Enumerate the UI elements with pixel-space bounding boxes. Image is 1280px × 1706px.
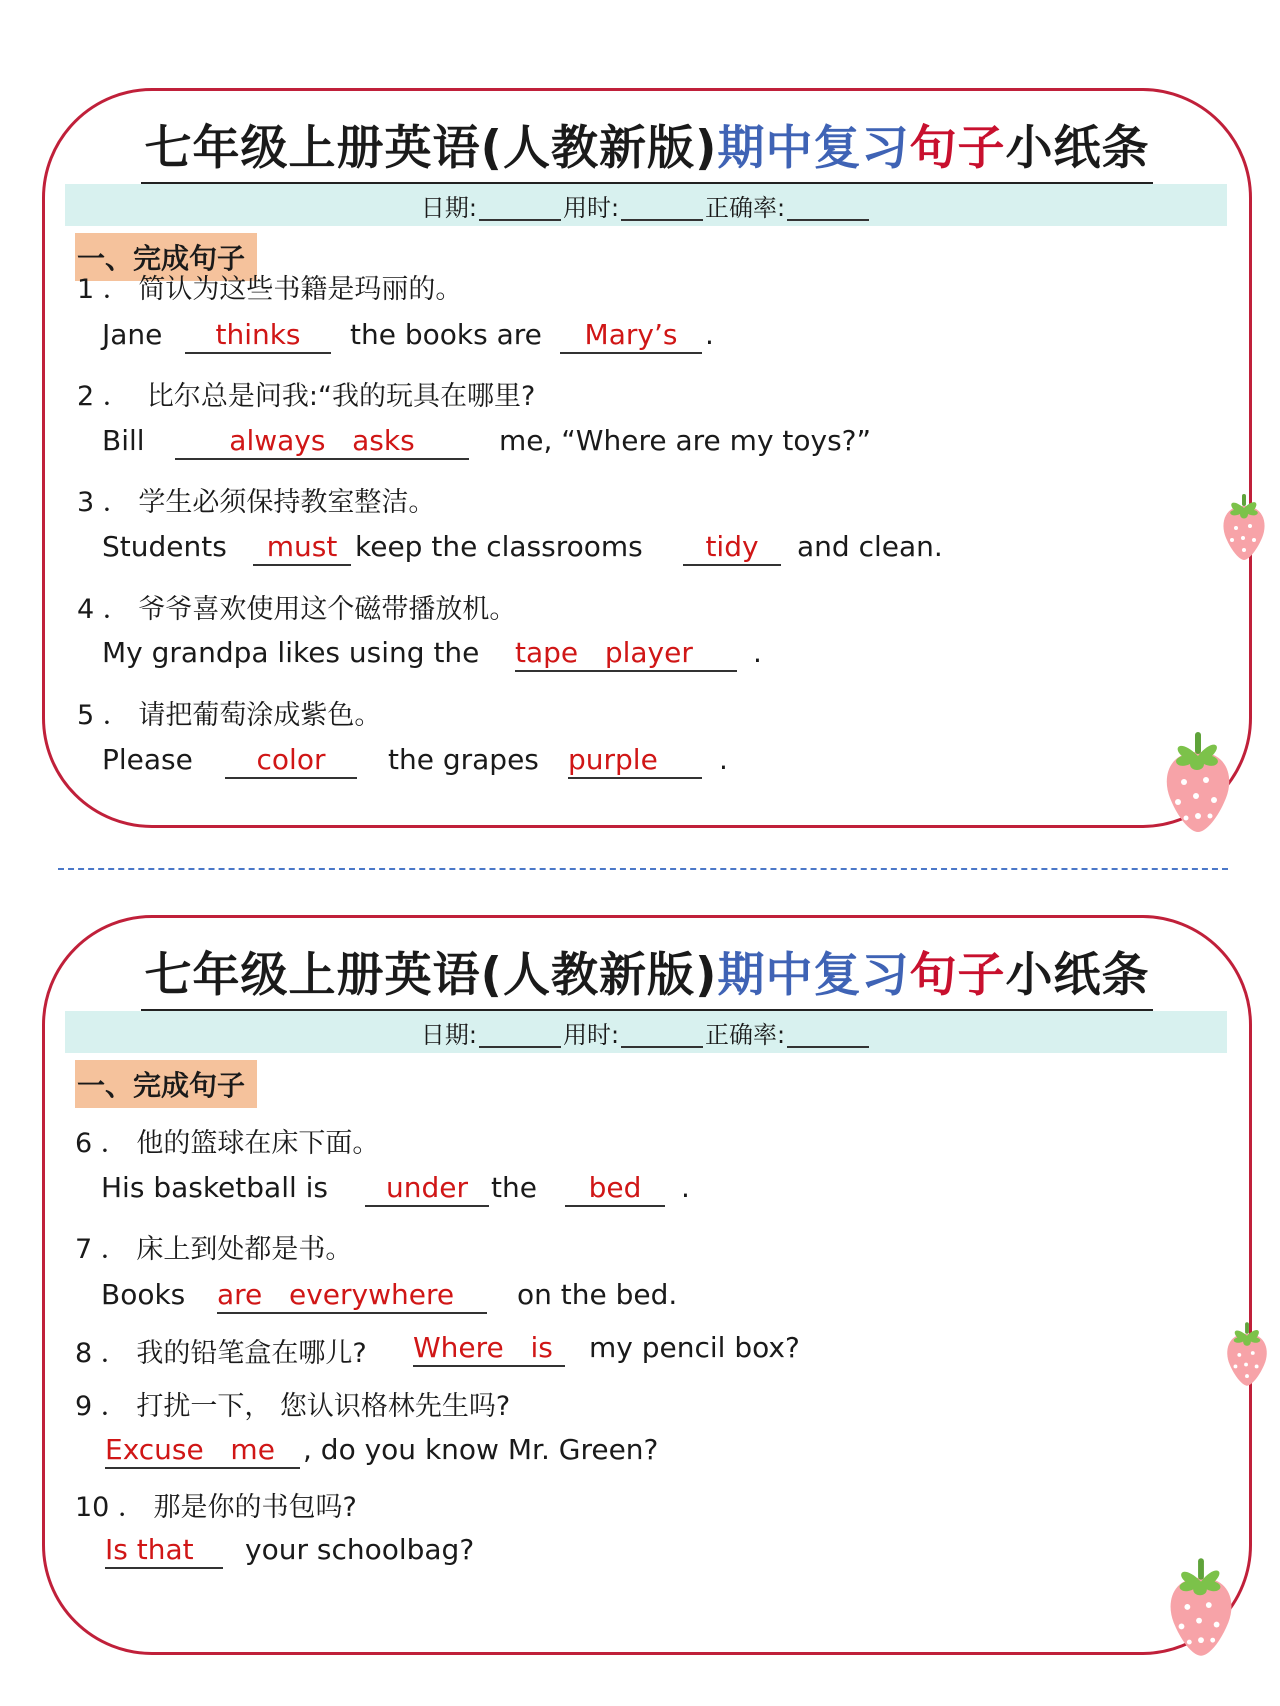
answer-underline xyxy=(365,1205,489,1207)
title-part-notes: 小纸条 xyxy=(1005,948,1150,1003)
question-10-en-part2: your schoolbag? xyxy=(245,1533,475,1566)
question-4-cn: 4 ． 爷爷喜欢使用这个磁带播放机。 xyxy=(77,594,517,625)
question-8-cn: 8 ． 我的铅笔盒在哪儿? xyxy=(75,1338,367,1369)
title-part-review: 期中复习 xyxy=(717,121,910,176)
question-6-en-part3: . xyxy=(681,1171,690,1204)
time-label: 用时: xyxy=(562,193,620,222)
accuracy-field[interactable] xyxy=(787,1016,869,1048)
question-10-cn: 10 ． 那是你的书包吗? xyxy=(75,1492,357,1523)
question-6-cn: 6 ． 他的篮球在床下面。 xyxy=(75,1128,380,1159)
answer-underline xyxy=(568,777,702,779)
strawberry-icon xyxy=(1162,1552,1240,1660)
answer-underline xyxy=(560,352,702,354)
strawberry-icon xyxy=(1158,726,1238,836)
question-7-answer-1: are everywhere xyxy=(217,1278,455,1311)
date-field[interactable] xyxy=(479,1016,561,1048)
title-part-grade: 七年级上册英语(人教新版) xyxy=(144,121,718,176)
question-5-en-part3: . xyxy=(719,743,728,776)
question-5-en-part2: the grapes xyxy=(388,743,539,776)
question-3-cn: 3 ． 学生必须保持教室整洁。 xyxy=(77,487,436,518)
question-1-answer-1: thinks xyxy=(215,318,301,351)
question-9-answer-1: Excuse me xyxy=(105,1433,275,1466)
worksheet-title xyxy=(45,938,1249,1014)
question-7-cn: 7 ． 床上到处都是书。 xyxy=(75,1234,353,1265)
date-label: 日期: xyxy=(420,1020,477,1049)
accuracy-field[interactable] xyxy=(787,189,869,221)
answer-underline xyxy=(185,352,331,354)
question-6-en-part1: His basketball is xyxy=(101,1171,329,1204)
time-field[interactable] xyxy=(621,189,703,221)
time-label: 用时: xyxy=(562,1020,620,1049)
worksheet-card-2 xyxy=(42,915,1252,1655)
answer-underline xyxy=(175,458,469,460)
question-3-en-part3: and clean. xyxy=(797,530,943,563)
time-field[interactable] xyxy=(621,1016,703,1048)
accuracy-label: 正确率: xyxy=(705,1020,786,1049)
question-9-cn: 9 ． 打扰一下， 您认识格林先生吗? xyxy=(75,1391,511,1422)
question-1-en-part3: . xyxy=(705,318,714,351)
question-5-en-part1: Please xyxy=(102,743,193,776)
accuracy-label: 正确率: xyxy=(705,193,786,222)
question-9-en-part2: , do you know Mr. Green? xyxy=(303,1433,659,1466)
date-label: 日期: xyxy=(420,193,477,222)
info-bar xyxy=(65,184,1227,226)
strawberry-icon xyxy=(1222,1318,1272,1388)
question-3-en-part1: Students xyxy=(102,530,227,563)
question-5-answer-2: purple xyxy=(568,743,658,776)
question-10-answer-1: Is that xyxy=(105,1533,194,1566)
section-label: 一、完成句子 xyxy=(75,1060,257,1108)
title-part-grade: 七年级上册英语(人教新版) xyxy=(144,948,718,1003)
strawberry-icon xyxy=(1218,490,1270,562)
question-6-answer-1: under xyxy=(385,1171,468,1204)
question-2-answer-1: always asks xyxy=(229,424,415,457)
question-5-answer-1: color xyxy=(256,743,326,776)
worksheet-title xyxy=(45,111,1249,187)
question-5-cn: 5 ． 请把葡萄涂成紫色。 xyxy=(77,700,382,731)
title-part-review: 期中复习 xyxy=(717,948,910,1003)
dashed-divider xyxy=(58,868,1228,870)
question-6-answer-2: bed xyxy=(588,1171,642,1204)
info-bar xyxy=(65,1011,1227,1053)
question-4-en-part1: My grandpa likes using the xyxy=(102,636,480,669)
answer-underline xyxy=(225,777,357,779)
question-7-en-part2: on the bed. xyxy=(517,1278,678,1311)
question-8-en-part2: my pencil box? xyxy=(589,1331,800,1364)
answer-underline xyxy=(683,564,781,566)
question-1-en-part2: the books are xyxy=(350,318,542,351)
question-3-answer-2: tidy xyxy=(705,530,759,563)
worksheet-card-1 xyxy=(42,88,1252,828)
date-field[interactable] xyxy=(479,189,561,221)
answer-underline xyxy=(565,1205,665,1207)
title-part-notes: 小纸条 xyxy=(1005,121,1150,176)
answer-underline xyxy=(105,1567,223,1569)
question-4-en-part3: . xyxy=(753,636,762,669)
section-label: 一、完成句子 xyxy=(75,233,257,281)
question-2-en-part2: me, “Where are my toys?” xyxy=(499,424,872,457)
answer-underline xyxy=(413,1365,565,1367)
question-3-en-part2: keep the classrooms xyxy=(355,530,643,563)
title-part-sentences: 句子 xyxy=(909,948,1006,1003)
question-3-answer-1: must xyxy=(266,530,338,563)
question-8-answer-1: Where is xyxy=(413,1331,553,1364)
question-2-cn: 2 ． 比尔总是问我:“我的玩具在哪里? xyxy=(77,381,536,412)
question-1-answer-2: Mary’s xyxy=(584,318,678,351)
question-4-answer-1: tape player xyxy=(515,636,693,669)
answer-underline xyxy=(515,670,737,672)
question-1-en-part1: Jane xyxy=(102,318,163,351)
question-1-cn: 1 ． 简认为这些书籍是玛丽的。 xyxy=(77,274,463,305)
answer-underline xyxy=(217,1312,487,1314)
answer-underline xyxy=(105,1467,300,1469)
question-6-en-part2: the xyxy=(491,1171,537,1204)
question-7-en-part1: Books xyxy=(101,1278,186,1311)
answer-underline xyxy=(253,564,351,566)
title-part-sentences: 句子 xyxy=(909,121,1006,176)
question-2-en-part1: Bill xyxy=(102,424,145,457)
